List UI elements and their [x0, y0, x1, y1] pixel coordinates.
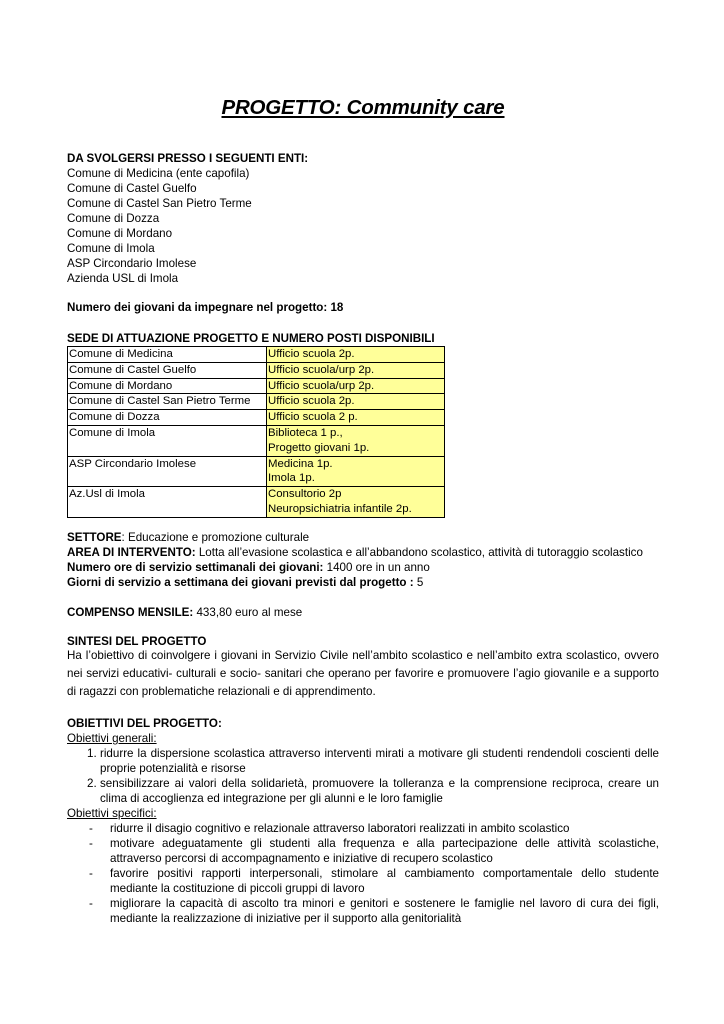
posti-line: Imola 1p. [268, 472, 315, 485]
ente-item: ASP Circondario Imolese [67, 257, 197, 270]
ente-cell: Comune di Castel San Pietro Terme [68, 394, 267, 410]
area-line [67, 545, 659, 560]
ente-cell: ASP Circondario Imolese [68, 456, 267, 487]
compenso-label: COMPENSO MENSILE: [67, 606, 194, 619]
posti-cell [267, 347, 445, 363]
posti-cell [267, 410, 445, 426]
obiettivi-specifici-label: Obiettivi specifici: [67, 807, 157, 820]
posti-line: Ufficio scuola 2p. [268, 348, 355, 360]
giorni-label: Giorni di servizio a settimana dei giovani previsti dal progetto : [67, 576, 414, 589]
table-row [68, 487, 445, 518]
ente-cell: Comune di Medicina [68, 347, 267, 363]
ente-cell: Comune di Mordano [68, 378, 267, 394]
ente-item: Comune di Castel Guelfo [67, 182, 197, 195]
enti-section [67, 151, 659, 286]
sedi-heading: SEDE DI ATTUAZIONE PROGETTO E NUMERO POSTI DISPONIBILI [67, 332, 435, 345]
posti-line: Ufficio scuola/urp 2p. [268, 363, 375, 376]
obiettivi-section [67, 716, 659, 926]
posti-line: Consultorio 2p [268, 488, 342, 501]
settore-line [67, 530, 659, 545]
list-item [67, 746, 659, 776]
list-item [67, 821, 659, 836]
list-item-text: motivare adeguatamente gli studenti alla frequenza e alla partecipazione delle attività scolastiche, attraverso percorsi di accompagnamento e iniziative di recupero scolastico [110, 837, 659, 865]
posti-line: Ufficio scuola 2p. [268, 395, 355, 408]
table-row [68, 410, 445, 426]
ore-label: Numero ore di servizio settimanali dei giovani: [67, 561, 324, 574]
posti-line: Progetto giovani 1p. [268, 441, 370, 454]
obiettivi-specifici-list [67, 821, 659, 926]
table-row [68, 378, 445, 394]
table-row [68, 425, 445, 456]
list-item-text: favorire positivi rapporti interpersonali, stimolare al cambiamento comportamentale dello studente mediante la costituzione di piccoli gruppi di lavoro [110, 867, 659, 895]
list-item [67, 836, 659, 866]
ente-cell: Comune di Dozza [68, 410, 267, 426]
ente-cell: Comune di Imola [68, 425, 267, 456]
ente-item: Comune di Medicina (ente capofila) [67, 167, 250, 180]
sedi-table [67, 346, 445, 518]
settore-value: : Educazione e promozione culturale [121, 531, 310, 544]
posti-line: Ufficio scuola/urp 2p. [268, 379, 375, 392]
compenso-value: 433,80 euro al mese [193, 606, 303, 619]
posti-cell [267, 378, 445, 394]
obiettivi-generali-list [67, 746, 659, 806]
table-row [68, 456, 445, 487]
area-label: AREA DI INTERVENTO: [67, 546, 196, 559]
list-item-text: migliorare la capacità di ascolto tra minori e genitori e sostenere le famiglie nel lavoro di cura dei figli, mediante la realizzazione di iniziative per il supporto alla genitorialità [110, 897, 659, 925]
compenso-line [67, 605, 659, 620]
page-title: PROGETTO: Community care [221, 96, 505, 119]
table-row [68, 362, 445, 378]
ente-item: Comune di Mordano [67, 227, 173, 240]
posti-cell [267, 487, 445, 518]
dash-bullet: - [89, 837, 93, 850]
list-item [67, 776, 659, 806]
posti-line: Biblioteca 1 p., [268, 426, 343, 439]
dash-bullet: - [89, 822, 93, 835]
obiettivi-heading: OBIETTIVI DEL PROGETTO: [67, 717, 222, 730]
posti-cell [267, 456, 445, 487]
info-section [67, 530, 659, 590]
ente-item: Comune di Imola [67, 242, 155, 255]
obiettivi-generali-label: Obiettivi generali: [67, 732, 157, 745]
ente-item: Azienda USL di Imola [67, 272, 179, 285]
settore-label: SETTORE [67, 531, 122, 544]
posti-cell [267, 425, 445, 456]
giorni-value: 5 [413, 576, 424, 589]
area-value: Lotta all’evasione scolastica e all’abbandono scolastico, attività di tutoraggio scolastico [195, 546, 643, 559]
posti-cell [267, 362, 445, 378]
dash-bullet: - [89, 867, 93, 880]
posti-line: Medicina 1p. [268, 457, 333, 470]
ente-item: Comune di Castel San Pietro Terme [67, 197, 252, 210]
list-item [67, 866, 659, 896]
table-row [68, 347, 445, 363]
list-item-text: ridurre il disagio cognitivo e relazionale attraverso laboratori realizzati in ambito scolastico [110, 822, 570, 835]
sintesi-section [67, 634, 659, 701]
sedi-section [67, 331, 659, 518]
list-item-text: ridurre la dispersione scolastica attraverso interventi mirati a motivare gli studenti rendendoli coscienti delle proprie potenzialità e risorse [100, 747, 659, 775]
ore-line [67, 560, 659, 575]
sintesi-heading: SINTESI DEL PROGETTO [67, 635, 207, 648]
ente-item: Comune di Dozza [67, 212, 160, 225]
list-item-text: sensibilizzare ai valori della solidarietà, promuovere la tolleranza e la comprensione reciproca, creare un clima di accoglienza ed integrazione per gli alunni e le loro famiglie [100, 777, 659, 805]
giovani-count: Numero dei giovani da impegnare nel progetto: 18 [67, 301, 344, 314]
table-row [68, 394, 445, 410]
ente-cell: Az.Usl di Imola [68, 487, 267, 518]
posti-line: Ufficio scuola 2 p. [268, 411, 358, 424]
enti-heading: DA SVOLGERSI PRESSO I SEGUENTI ENTI: [67, 152, 309, 165]
dash-bullet: - [89, 897, 93, 910]
posti-line: Neuropsichiatria infantile 2p. [268, 502, 412, 515]
ore-value: 1400 ore in un anno [323, 561, 430, 574]
list-item [67, 896, 659, 926]
sintesi-text: Ha l’obiettivo di coinvolgere i giovani in Servizio Civile nell’ambito scolastico e nell’ambito extra scolastico, ovvero nei servizi educativi- culturali e socio- sanitari che operano per favorire e promuovere l’agio giovanile e a supporto di ragazzi con problematiche relazionali e di apprendimento. [67, 649, 659, 698]
list-number: 1. [87, 747, 97, 760]
posti-cell [267, 394, 445, 410]
ente-cell: Comune di Castel Guelfo [68, 362, 267, 378]
list-number: 2. [87, 777, 97, 790]
giorni-line [67, 575, 659, 590]
